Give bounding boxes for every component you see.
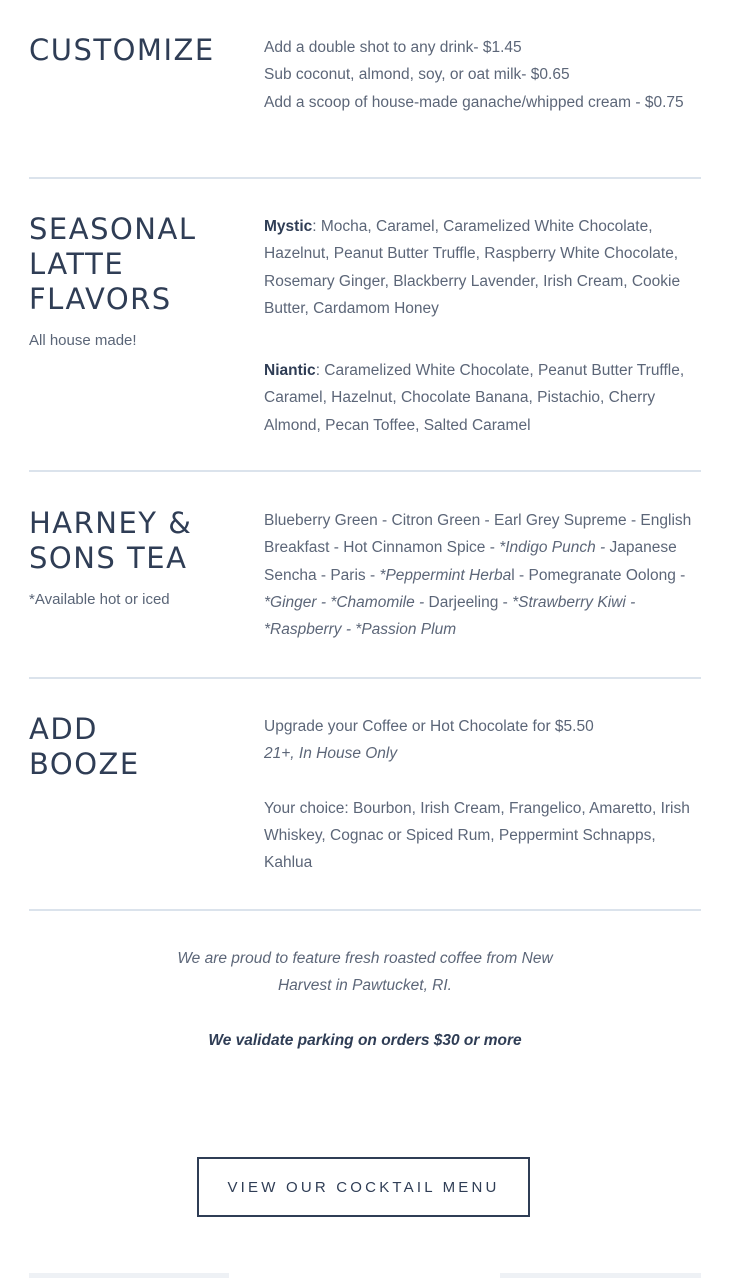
bottom-image-left bbox=[29, 1273, 229, 1278]
mystic-text: : Mocha, Caramel, Caramelized White Chocolate, Hazelnut, Peanut Butter Truffle, Raspberry White Chocolate, Rosemary Ginger, Blackberry Lavender, Irish Cream, Cookie Butter, Cardamom Honey bbox=[264, 218, 681, 317]
section-divider bbox=[29, 677, 701, 679]
customize-section bbox=[29, 33, 701, 153]
booze-section bbox=[29, 712, 701, 892]
mystic-flavors bbox=[264, 213, 701, 322]
parking-note: We validate parking on orders $30 or more bbox=[208, 1032, 522, 1049]
section-divider bbox=[29, 177, 701, 179]
tea-list-text: Blueberry Green - Citron Green - Earl Grey Supreme - English Breakfast - Hot Cinnamon Spice - bbox=[264, 512, 692, 557]
customize-line: Sub coconut, almond, soy, or oat milk- $0.65 bbox=[264, 66, 570, 84]
tea-list-text: l - Pomegranate Oolong - bbox=[511, 566, 686, 584]
customize-content bbox=[264, 34, 701, 116]
tea-heading: HARNEY & SONS TEA bbox=[29, 506, 193, 575]
tea-list-iced: *Strawberry Kiwi - *Raspberry - *Passion Plum bbox=[264, 593, 636, 639]
tea-content bbox=[264, 507, 701, 643]
tea-subtitle: *Available hot or iced bbox=[29, 591, 170, 608]
tea-section bbox=[29, 506, 701, 656]
tea-list-text: Darjeeling - bbox=[424, 593, 513, 611]
niantic-label: Niantic bbox=[264, 362, 316, 380]
section-divider bbox=[29, 470, 701, 472]
niantic-text: : Caramelized White Chocolate, Peanut Butter Truffle, Caramel, Hazelnut, Chocolate Banana, Pistachio, Cherry Almond, Pecan Toffee, Salted Caramel bbox=[264, 362, 685, 434]
booze-note-text: 21+, In House Only bbox=[264, 745, 398, 763]
customize-heading: CUSTOMIZE bbox=[29, 33, 215, 67]
roaster-note-line1: We are proud to feature fresh roasted coffee from New bbox=[177, 950, 553, 967]
view-cocktail-menu-button[interactable]: VIEW OUR COCKTAIL MENU bbox=[197, 1157, 530, 1217]
tea-list-iced: *Indigo Punch - bbox=[499, 539, 606, 557]
booze-heading: ADD BOOZE bbox=[29, 712, 140, 781]
seasonal-subtitle: All house made! bbox=[29, 332, 137, 349]
booze-upgrade: Upgrade your Coffee or Hot Chocolate for $5.50 bbox=[264, 718, 594, 735]
tea-list-iced: *Peppermint Herba bbox=[379, 566, 512, 584]
tea-list-iced: *Ginger - *Chamomile - bbox=[264, 593, 425, 611]
section-divider bbox=[29, 909, 701, 911]
booze-content bbox=[264, 713, 701, 876]
tea-list-text: Japanese Sencha - Paris - bbox=[264, 539, 677, 584]
customize-line: Add a scoop of house-made ganache/whipped cream - $0.75 bbox=[264, 93, 684, 111]
booze-note bbox=[264, 740, 701, 767]
customize-line: Add a double shot to any drink- $1.45 bbox=[264, 39, 522, 56]
seasonal-section bbox=[29, 212, 701, 452]
roaster-note-line2: Harvest in Pawtucket, RI. bbox=[277, 977, 452, 994]
mystic-label: Mystic bbox=[264, 218, 313, 235]
bottom-image-right bbox=[500, 1273, 701, 1278]
seasonal-heading: SEASONAL LATTE FLAVORS bbox=[29, 212, 197, 316]
booze-choices: Your choice: Bourbon, Irish Cream, Frangelico, Amaretto, Irish Whiskey, Cognac or Spiced Rum, Peppermint Schnapps, Kahlua bbox=[264, 799, 690, 872]
tea-list bbox=[264, 507, 701, 643]
seasonal-content bbox=[264, 213, 701, 439]
niantic-flavors bbox=[264, 357, 701, 439]
